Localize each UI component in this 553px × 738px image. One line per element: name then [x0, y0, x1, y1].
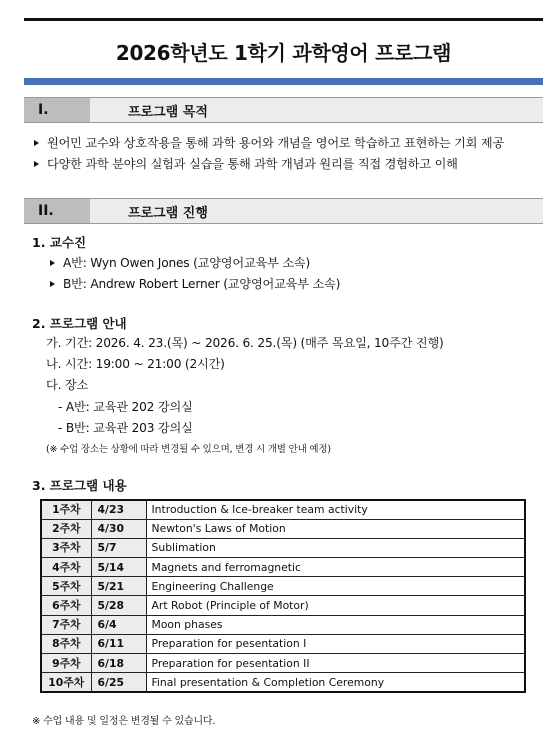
table-row	[41, 577, 525, 596]
table-row	[41, 615, 525, 634]
guide-time: 나. 시간: 19:00 ~ 21:00 (2시간)	[46, 357, 225, 371]
section-label: 프로그램 목적	[90, 98, 543, 122]
table-cell-week: 6주차	[41, 596, 91, 615]
guide-place-a: - A반: 교육관 202 강의실	[58, 400, 193, 414]
title-underline-bar	[24, 78, 543, 85]
guide-place: 다. 장소	[46, 378, 89, 392]
guide-period: 가. 기간: 2026. 4. 23.(목) ~ 2026. 6. 25.(목) (매주 목요일, 10주간 진행)	[46, 336, 444, 350]
table-cell-date: 5/28	[91, 596, 146, 615]
table-row	[41, 634, 525, 653]
table-cell-week: 3주차	[41, 538, 91, 557]
table-cell-date: 5/21	[91, 577, 146, 596]
table-row	[41, 558, 525, 577]
table-row	[41, 654, 525, 673]
table-row	[41, 596, 525, 615]
table-cell-date: 6/4	[91, 615, 146, 634]
table-cell-topic: Sublimation	[146, 538, 525, 557]
guide-heading: 2. 프로그램 안내	[32, 316, 127, 331]
table-cell-date: 4/23	[91, 500, 146, 519]
table-row	[41, 519, 525, 538]
guide-note: (※ 수업 장소는 상황에 따라 변경될 수 있으며, 변경 시 개별 안내 예정)	[46, 444, 331, 455]
table-row	[41, 538, 525, 557]
section-number: II.	[24, 199, 90, 223]
table-cell-date: 5/14	[91, 558, 146, 577]
section-header-purpose	[24, 97, 543, 123]
table-cell-topic: Final presentation & Completion Ceremony	[146, 673, 525, 692]
table-cell-topic: Preparation for pesentation II	[146, 654, 525, 673]
faculty-heading: 1. 교수진	[32, 235, 87, 250]
triangle-bullet-icon	[50, 260, 55, 266]
table-cell-topic: Moon phases	[146, 615, 525, 634]
table-cell-week: 2주차	[41, 519, 91, 538]
content-heading: 3. 프로그램 내용	[32, 478, 127, 493]
table-cell-date: 6/11	[91, 634, 146, 653]
triangle-bullet-icon	[50, 281, 55, 287]
table-row	[41, 673, 525, 692]
purpose-bullet-1: 원어민 교수와 상호작용을 통해 과학 용어와 개념을 영어로 학습하고 표현하는 기회 제공	[34, 134, 504, 151]
faculty-item-a: A반: Wyn Owen Jones (교양영어교육부 소속)	[50, 254, 310, 271]
table-cell-topic: Newton's Laws of Motion	[146, 519, 525, 538]
table-cell-date: 6/18	[91, 654, 146, 673]
program-schedule-table	[40, 499, 526, 693]
table-cell-week: 1주차	[41, 500, 91, 519]
triangle-bullet-icon	[34, 161, 39, 167]
triangle-bullet-icon	[34, 140, 39, 146]
section-number: I.	[24, 98, 90, 122]
table-cell-date: 6/25	[91, 673, 146, 692]
table-cell-topic: Engineering Challenge	[146, 577, 525, 596]
table-cell-week: 7주차	[41, 615, 91, 634]
table-cell-week: 8주차	[41, 634, 91, 653]
table-cell-week: 9주차	[41, 654, 91, 673]
table-cell-topic: Magnets and ferromagnetic	[146, 558, 525, 577]
table-cell-topic: Art Robot (Principle of Motor)	[146, 596, 525, 615]
table-cell-week: 5주차	[41, 577, 91, 596]
table-row	[41, 500, 525, 519]
section-label: 프로그램 진행	[90, 199, 543, 223]
purpose-bullet-2: 다양한 과학 분야의 실험과 실습을 통해 과학 개념과 원리를 직접 경험하고 이해	[34, 155, 458, 172]
title-box	[24, 18, 543, 80]
table-cell-date: 4/30	[91, 519, 146, 538]
content-footnote: ※ 수업 내용 및 일정은 변경될 수 있습니다.	[32, 716, 216, 727]
table-cell-topic: Introduction & Ice-breaker team activity	[146, 500, 525, 519]
page-title: 2026학년도 1학기 과학영어 프로그램	[115, 41, 452, 65]
table-cell-date: 5/7	[91, 538, 146, 557]
guide-place-b: - B반: 교육관 203 강의실	[58, 421, 193, 435]
section-header-progress	[24, 198, 543, 224]
faculty-item-b: B반: Andrew Robert Lerner (교양영어교육부 소속)	[50, 275, 340, 292]
table-cell-topic: Preparation for pesentation I	[146, 634, 525, 653]
table-cell-week: 4주차	[41, 558, 91, 577]
table-cell-week: 10주차	[41, 673, 91, 692]
